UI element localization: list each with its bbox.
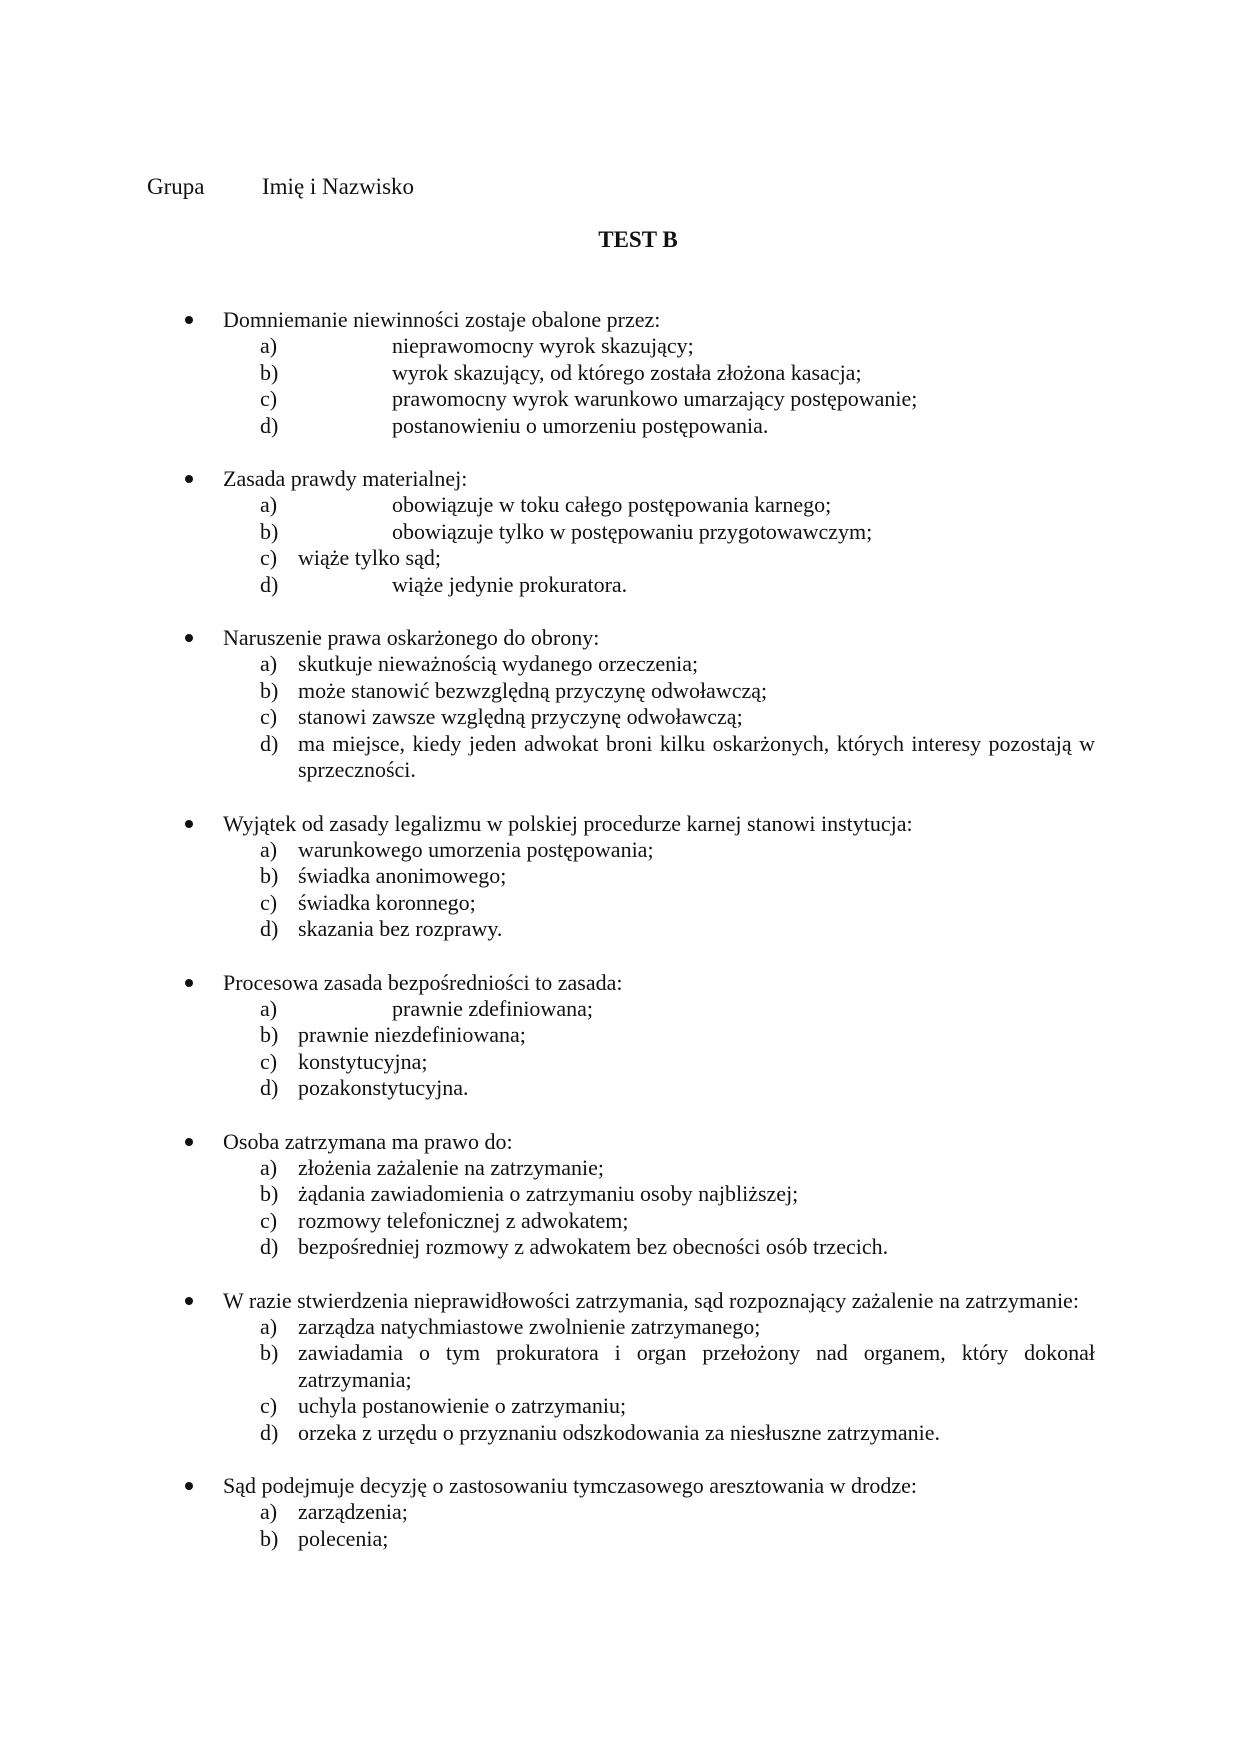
question-7	[185, 1288, 1095, 1446]
answer-option	[185, 519, 1095, 545]
answer-text: warunkowego umorzenia postępowania;	[298, 836, 654, 862]
answer-text: prawnie zdefiniowana;	[392, 995, 593, 1021]
question-4	[185, 811, 1095, 943]
answer-list	[185, 1155, 1095, 1261]
answer-letter: b)	[260, 1525, 279, 1551]
answer-letter: a)	[260, 1499, 278, 1525]
answer-option	[185, 386, 1095, 412]
answer-letter: b)	[260, 1181, 279, 1207]
answer-option	[185, 1499, 1095, 1525]
answer-text: orzeka z urzędu o przyznaniu odszkodowania za niesłuszne zatrzymanie.	[298, 1419, 940, 1445]
question-list	[185, 307, 1095, 1579]
answer-option	[185, 1340, 1095, 1393]
answer-text: zarządza natychmiastowe zwolnienie zatrzymanego;	[298, 1314, 761, 1339]
bullet-icon	[185, 1482, 193, 1490]
question-3	[185, 625, 1095, 783]
answer-letter: d)	[260, 412, 279, 438]
answer-letter: b)	[260, 863, 279, 889]
bullet-icon	[185, 475, 193, 483]
question-text: W razie stwierdzenia nieprawidłowości zatrzymania, sąd rozpoznający zażalenie na zatrzymanie:	[223, 1287, 1079, 1313]
question-stem	[185, 1129, 1095, 1155]
answer-list	[185, 492, 1095, 598]
question-6	[185, 1129, 1095, 1261]
answer-option	[185, 1155, 1095, 1181]
answer-list	[185, 1499, 1095, 1552]
answer-option	[185, 837, 1095, 863]
question-stem	[185, 466, 1095, 492]
answer-option	[185, 360, 1095, 386]
answer-text: zarządzenia;	[298, 1499, 408, 1525]
question-stem	[185, 625, 1095, 651]
answer-option	[185, 1075, 1095, 1101]
question-text: Domniemanie niewinności zostaje obalone przez:	[223, 307, 661, 332]
answer-option	[185, 916, 1095, 942]
answer-option	[185, 545, 1095, 571]
question-stem	[185, 307, 1095, 333]
answer-option	[185, 1049, 1095, 1075]
answer-letter: d)	[260, 1234, 279, 1260]
answer-option	[185, 1234, 1095, 1260]
answer-text: żądania zawiadomienia o zatrzymaniu osoby najbliższej;	[298, 1181, 799, 1207]
question-stem	[185, 811, 1095, 837]
answer-text: skazania bez rozprawy.	[298, 916, 503, 942]
bullet-icon	[185, 1297, 193, 1305]
answer-text: świadka koronnego;	[298, 889, 476, 915]
question-1	[185, 307, 1095, 439]
question-text: Osoba zatrzymana ma prawo do:	[223, 1128, 513, 1154]
answer-letter: b)	[260, 359, 279, 385]
question-stem	[185, 970, 1095, 996]
answer-option	[185, 413, 1095, 439]
answer-option	[185, 1314, 1095, 1340]
question-5	[185, 970, 1095, 1102]
answer-text: skutkuje nieważnością wydanego orzeczenia;	[298, 651, 699, 677]
answer-list	[185, 996, 1095, 1102]
answer-letter: d)	[260, 730, 279, 756]
group-label: Grupa	[147, 174, 205, 199]
answer-letter: a)	[260, 333, 278, 359]
answer-option	[185, 651, 1095, 677]
answer-list	[185, 651, 1095, 783]
answer-list	[185, 837, 1095, 943]
answer-letter: a)	[260, 651, 278, 677]
answer-text: wyrok skazujący, od którego została złożona kasacja;	[392, 359, 862, 385]
answer-option	[185, 996, 1095, 1022]
bullet-icon	[185, 316, 193, 324]
answer-text: pozakonstytucyjna.	[298, 1075, 469, 1101]
answer-text: wiąże jedynie prokuratora.	[392, 571, 628, 597]
answer-text: polecenia;	[298, 1525, 389, 1551]
answer-letter: a)	[260, 1314, 278, 1339]
answer-text: rozmowy telefonicznej z adwokatem;	[298, 1207, 629, 1233]
question-text: Zasada prawdy materialnej:	[223, 466, 468, 492]
answer-text: obowiązuje tylko w postępowaniu przygotowawczym;	[392, 518, 873, 544]
answer-text: prawnie niezdefiniowana;	[298, 1022, 526, 1048]
answer-option	[185, 678, 1095, 704]
answer-letter: d)	[260, 1075, 279, 1101]
answer-text: świadka anonimowego;	[298, 863, 507, 889]
answer-letter: b)	[260, 1340, 279, 1366]
bullet-icon	[185, 979, 193, 987]
answer-letter: a)	[260, 836, 278, 862]
bullet-icon	[185, 1138, 193, 1146]
answer-text: postanowieniu o umorzeniu postępowania.	[392, 412, 769, 438]
answer-text: prawomocny wyrok warunkowo umarzający postępowanie;	[392, 386, 918, 412]
answer-text: stanowi zawsze względną przyczynę odwoławczą;	[298, 704, 743, 730]
answer-letter: c)	[260, 1393, 278, 1419]
answer-letter: d)	[260, 916, 279, 942]
answer-option	[185, 572, 1095, 598]
answer-option	[185, 863, 1095, 889]
answer-letter: d)	[260, 571, 279, 597]
answer-letter: d)	[260, 1419, 279, 1445]
answer-text: zawiadamia o tym prokuratora i organ przełożony nad organem, który dokonał zatrzymania;	[298, 1340, 1095, 1392]
answer-text: wiąże tylko sąd;	[298, 545, 441, 571]
answer-text: bezpośredniej rozmowy z adwokatem bez obecności osób trzecich.	[298, 1234, 889, 1260]
question-2	[185, 466, 1095, 598]
question-stem	[185, 1473, 1095, 1499]
answer-list	[185, 333, 1095, 439]
answer-letter: c)	[260, 386, 278, 412]
answer-list	[185, 1314, 1095, 1446]
answer-text: obowiązuje w toku całego postępowania karnego;	[392, 492, 832, 518]
answer-letter: c)	[260, 1048, 278, 1074]
answer-option	[185, 1181, 1095, 1207]
answer-text: złożenia zażalenie na zatrzymanie;	[298, 1154, 604, 1180]
name-label: Imię i Nazwisko	[262, 174, 415, 199]
answer-option	[185, 890, 1095, 916]
answer-text: uchyla postanowienie o zatrzymaniu;	[298, 1393, 627, 1419]
question-text: Sąd podejmuje decyzję o zastosowaniu tymczasowego aresztowania w drodze:	[223, 1473, 917, 1499]
question-text: Wyjątek od zasady legalizmu w polskiej procedurze karnej stanowi instytucja:	[223, 810, 913, 836]
answer-option	[185, 1526, 1095, 1552]
bullet-icon	[185, 634, 193, 642]
test-title: TEST B	[598, 227, 678, 252]
answer-letter: a)	[260, 1154, 278, 1180]
answer-option	[185, 492, 1095, 518]
answer-option	[185, 731, 1095, 784]
answer-letter: a)	[260, 995, 278, 1021]
answer-letter: b)	[260, 1022, 279, 1048]
answer-letter: c)	[260, 704, 278, 730]
question-8	[185, 1473, 1095, 1552]
answer-letter: c)	[260, 889, 278, 915]
question-text: Procesowa zasada bezpośredniości to zasada:	[223, 969, 623, 995]
answer-option	[185, 333, 1095, 359]
answer-letter: b)	[260, 677, 279, 703]
answer-option	[185, 1393, 1095, 1419]
question-text: Naruszenie prawa oskarżonego do obrony:	[223, 625, 600, 651]
answer-option	[185, 1420, 1095, 1446]
answer-option	[185, 704, 1095, 730]
answer-text: konstytucyjna;	[298, 1048, 428, 1074]
answer-letter: c)	[260, 545, 278, 571]
answer-letter: c)	[260, 1207, 278, 1233]
question-stem	[185, 1288, 1095, 1314]
answer-text: ma miejsce, kiedy jeden adwokat broni kilku oskarżonych, których interesy pozostają w sprzeczności.	[298, 730, 1095, 783]
answer-option	[185, 1208, 1095, 1234]
answer-text: może stanowić bezwzględną przyczynę odwoławczą;	[298, 677, 768, 703]
answer-letter: a)	[260, 492, 278, 518]
answer-text: nieprawomocny wyrok skazujący;	[392, 333, 694, 359]
answer-option	[185, 1022, 1095, 1048]
answer-letter: b)	[260, 518, 279, 544]
bullet-icon	[185, 820, 193, 828]
